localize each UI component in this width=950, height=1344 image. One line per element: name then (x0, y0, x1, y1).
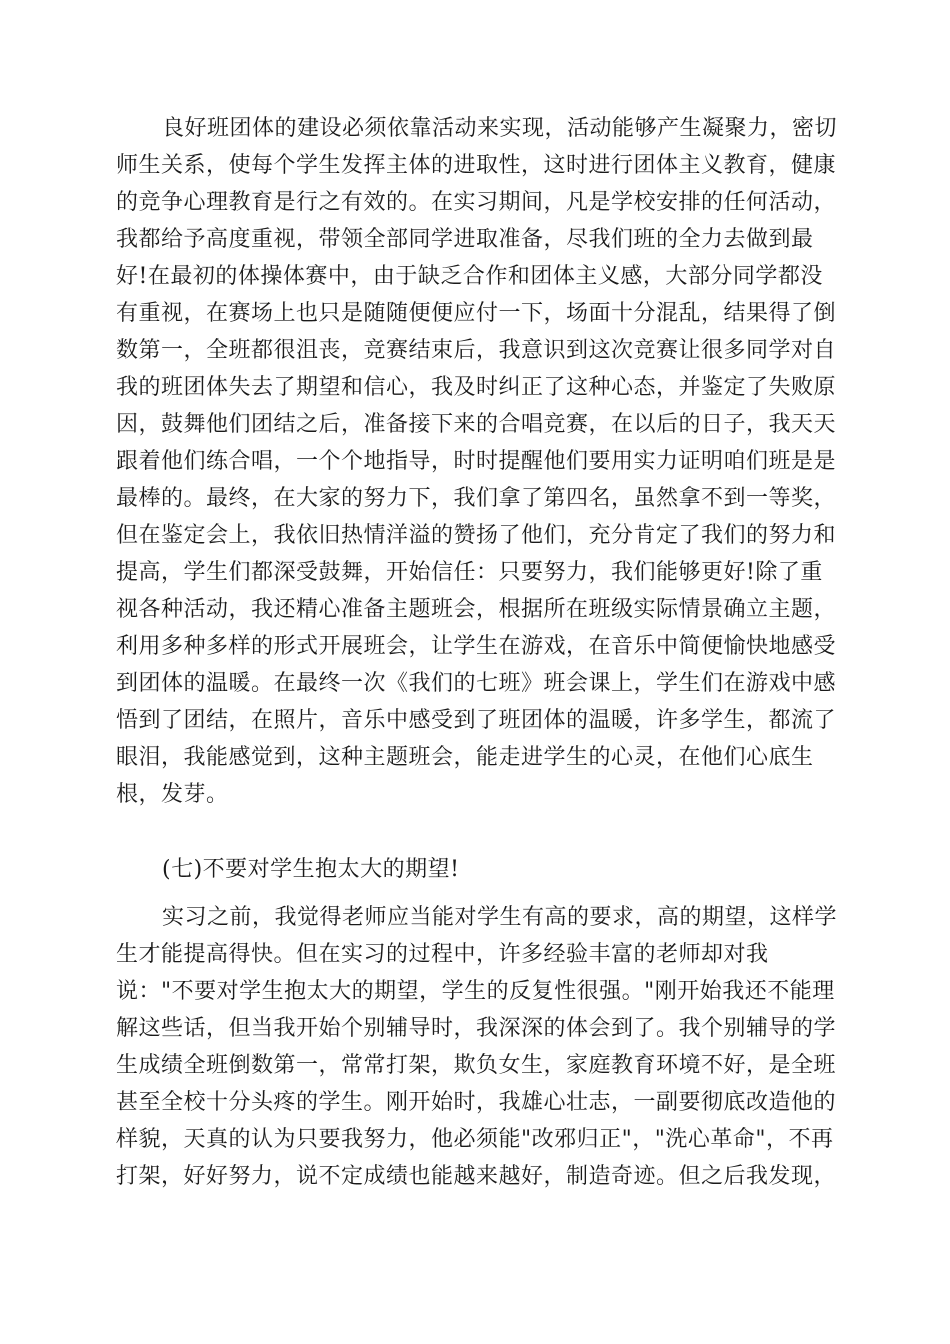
text-line: 有重视，在赛场上也只是随随便便应付一下，场面十分混乱，结果得了倒 (116, 301, 837, 326)
section-heading: (七)不要对学生抱太大的期望! (162, 857, 460, 882)
text-line: 眼泪，我能感觉到，这种主题班会，能走进学生的心灵，在他们心底生 (116, 745, 814, 770)
text-line: 说："不要对学生抱太大的期望，学生的反复性很强。"刚开始我还不能理 (116, 979, 835, 1004)
text-line: 悟到了团结，在照片，音乐中感受到了班团体的温暖，许多学生，都流了 (116, 708, 837, 733)
text-line: 甚至全校十分头疼的学生。刚开始时，我雄心壮志，一副要彻底改造他的 (116, 1090, 837, 1115)
text-line: 根，发芽。 (116, 782, 229, 807)
text-line: 解这些话，但当我开始个别辅导时，我深深的体会到了。我个别辅导的学 (116, 1016, 837, 1041)
text-line: 提高，学生们都深受鼓舞，开始信任：只要努力，我们能够更好!除了重 (116, 560, 823, 585)
text-line: 师生关系，使每个学生发挥主体的进取性，这时进行团体主义教育，健康 (116, 153, 837, 178)
text-line: 我都给予高度重视，带领全部同学进取准备，尽我们班的全力去做到最 (116, 227, 814, 252)
text-line: 我的班团体失去了期望和信心，我及时纠正了这种心态，并鉴定了失败原 (116, 375, 837, 400)
text-line: 实习之前，我觉得老师应当能对学生有高的要求，高的期望，这样学 (162, 905, 838, 930)
text-line: 生成绩全班倒数第一，常常打架，欺负女生，家庭教育环境不好，是全班 (116, 1053, 837, 1078)
text-line: 的竞争心理教育是行之有效的。在实习期间，凡是学校安排的任何活动， (116, 190, 837, 215)
text-line: 最棒的。最终，在大家的努力下，我们拿了第四名，虽然拿不到一等奖， (116, 486, 837, 511)
text-line: 打架，好好努力，说不定成绩也能越来越好，制造奇迹。但之后我发现， (116, 1164, 837, 1189)
text-line: 视各种活动，我还精心准备主题班会，根据所在班级实际情景确立主题， (116, 597, 837, 622)
text-line: 因，鼓舞他们团结之后，准备接下来的合唱竞赛，在以后的日子，我天天 (116, 412, 837, 437)
text-line: 样貌，天真的认为只要我努力，他必须能"改邪归正"，"洗心革命"，不再 (116, 1127, 834, 1152)
text-line: 良好班团体的建设必须依靠活动来实现，活动能够产生凝聚力，密切 (162, 116, 838, 141)
text-line: 数第一，全班都很沮丧，竞赛结束后，我意识到这次竞赛让很多同学对自 (116, 338, 837, 363)
text-line: 利用多种多样的形式开展班会，让学生在游戏，在音乐中简便愉快地感受 (116, 634, 837, 659)
text-line: 跟着他们练合唱，一个个地指导，时时提醒他们要用实力证明咱们班是是 (116, 449, 837, 474)
text-line: 生才能提高得快。但在实习的过程中，许多经验丰富的老师却对我 (116, 942, 769, 967)
text-line: 好!在最初的体操体赛中，由于缺乏合作和团体主义感，大部分同学都没 (116, 264, 823, 289)
text-line: 但在鉴定会上，我依旧热情洋溢的赞扬了他们，充分肯定了我们的努力和 (116, 523, 837, 548)
text-line: 到团体的温暖。在最终一次《我们的七班》班会课上，学生们在游戏中感 (116, 671, 837, 696)
